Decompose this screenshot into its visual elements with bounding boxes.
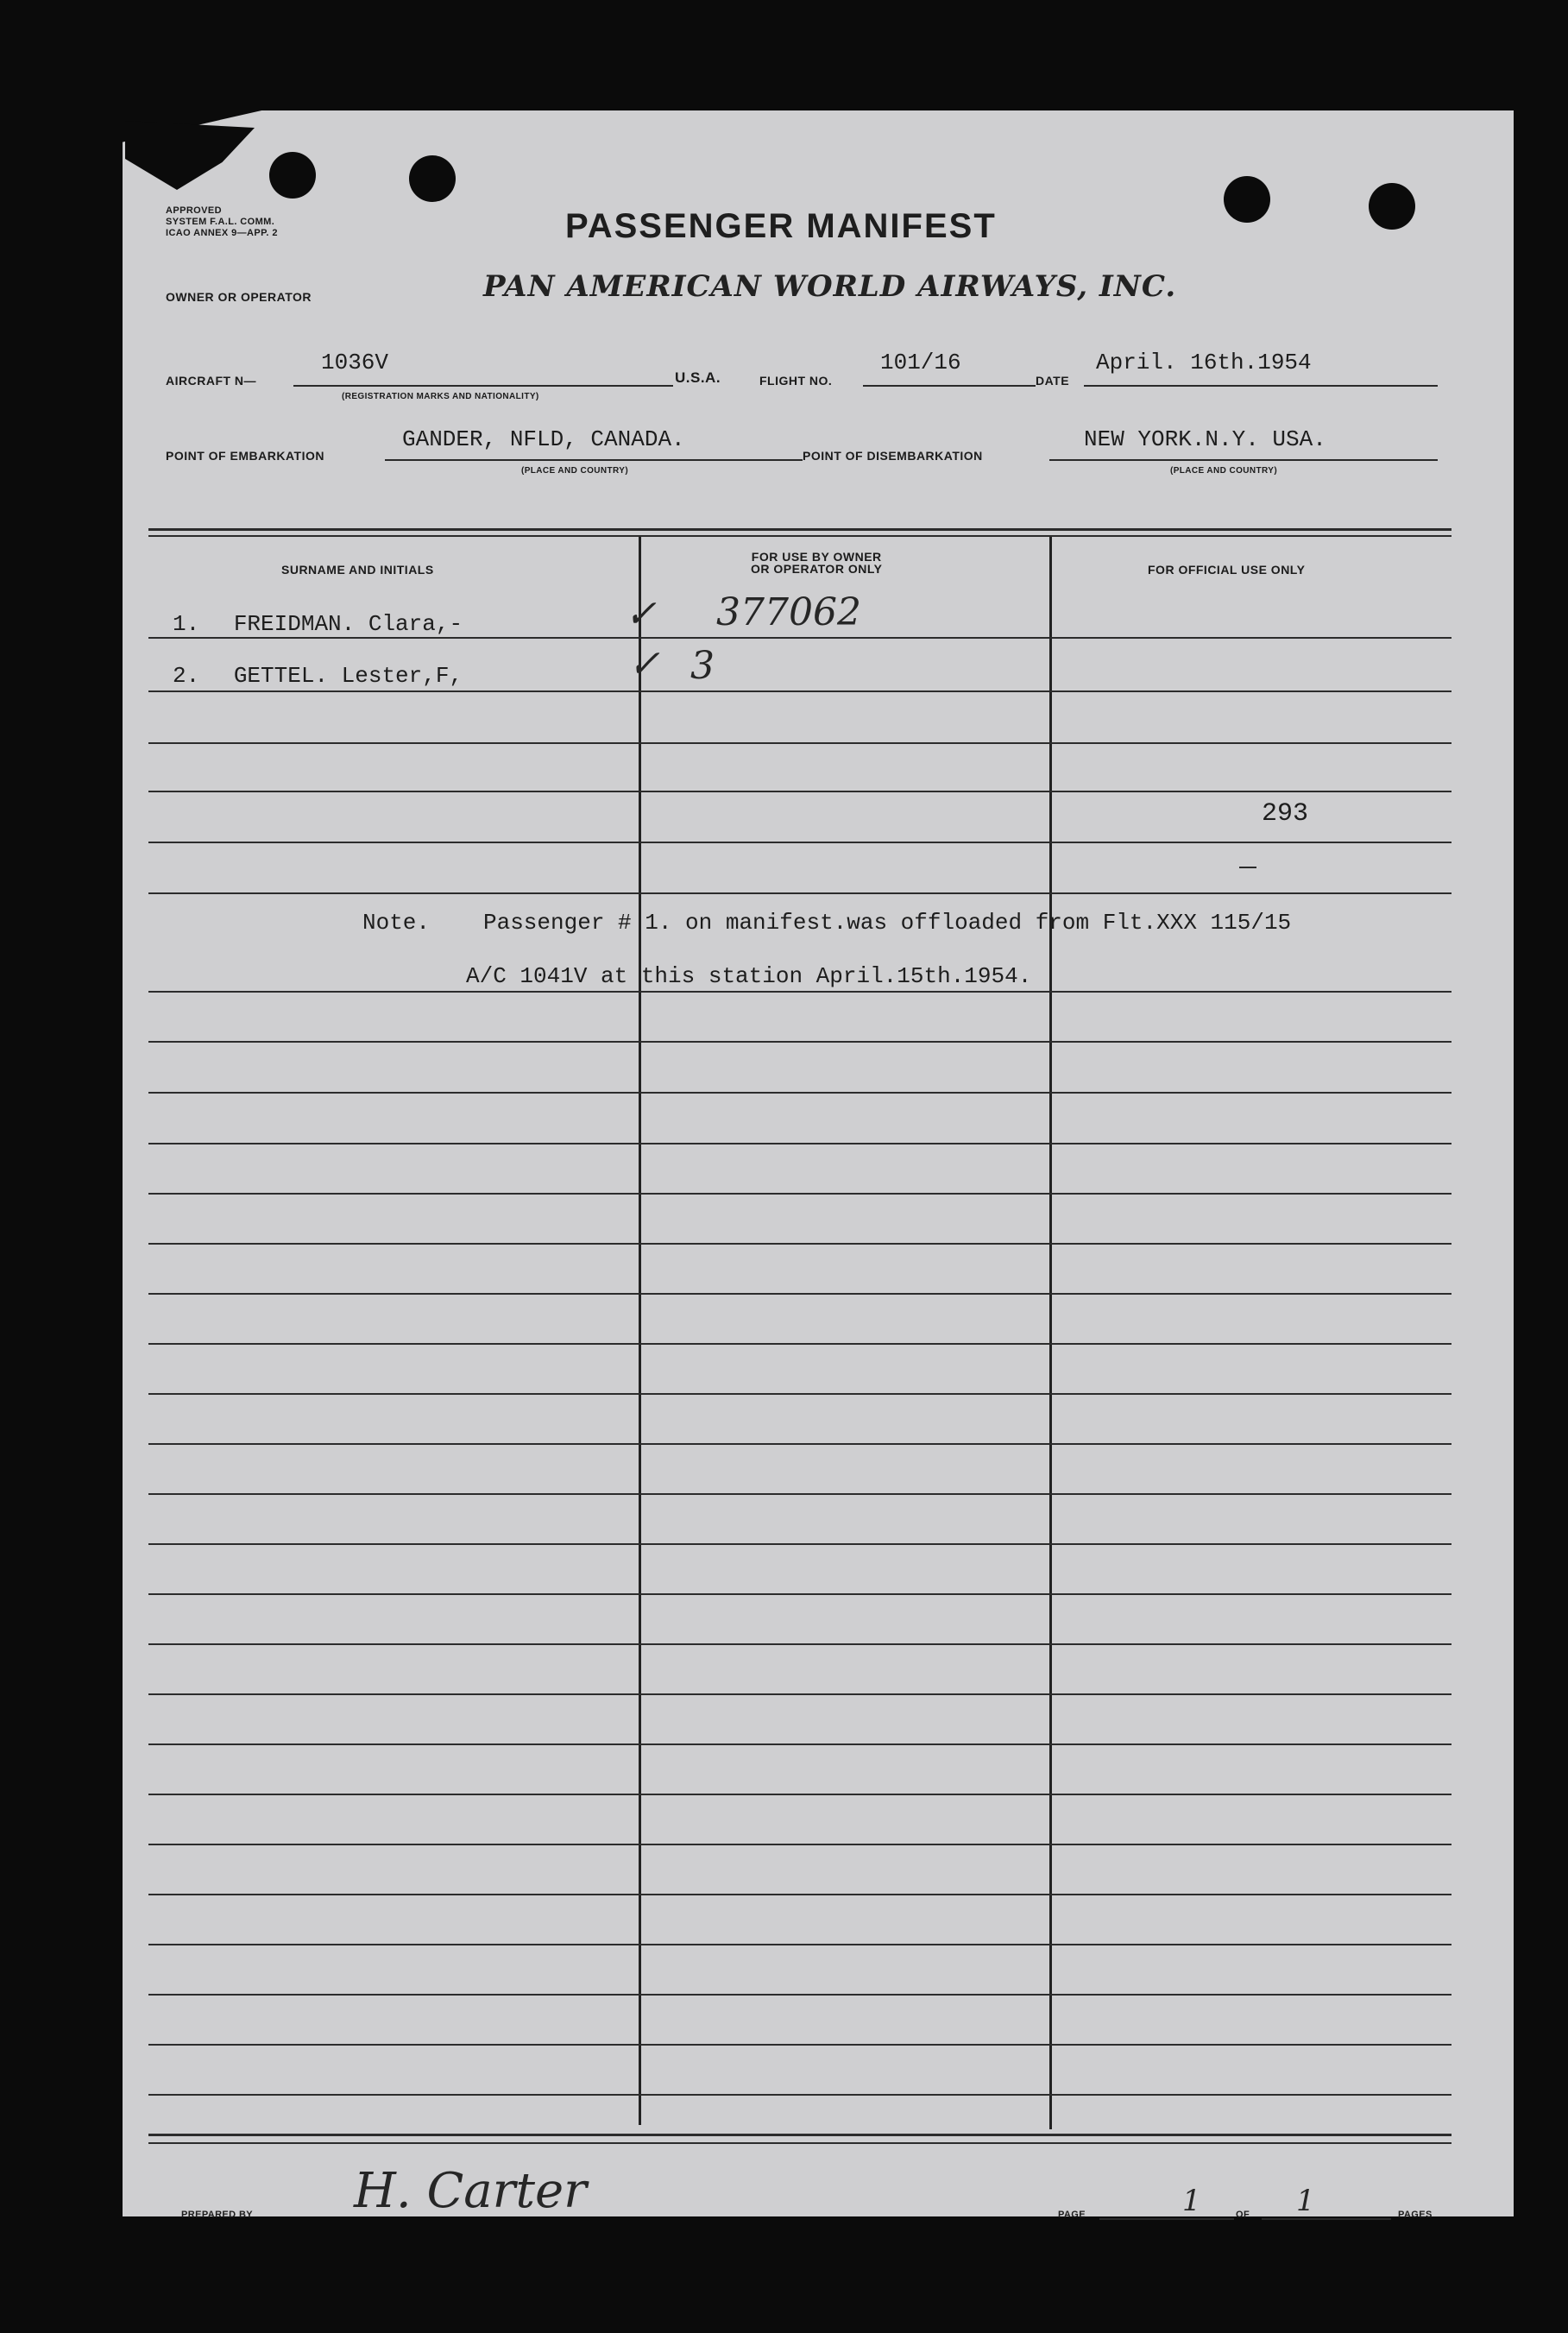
- embark-label: POINT OF EMBARKATION: [166, 449, 324, 463]
- column-divider: [639, 537, 641, 2125]
- passenger-number: 1.: [173, 611, 200, 637]
- approval-line: APPROVED: [166, 205, 222, 216]
- punch-hole: [1224, 176, 1270, 223]
- place-caption: (PLACE AND COUNTRY): [1170, 466, 1278, 476]
- page-label: PAGE: [1058, 2210, 1086, 2220]
- pages-label: PAGES: [1398, 2210, 1433, 2220]
- page-title: PASSENGER MANIFEST: [565, 207, 997, 245]
- total-pages: 1: [1296, 2184, 1315, 2218]
- date-value: April. 16th.1954: [1096, 350, 1312, 375]
- approval-line: ICAO ANNEX 9—APP. 2: [166, 228, 278, 238]
- check-mark: ✓: [625, 592, 657, 636]
- aircraft-value: 1036V: [321, 350, 389, 375]
- column-header-official: FOR OFFICIAL USE ONLY: [1148, 563, 1306, 577]
- flight-label: FLIGHT NO.: [759, 374, 833, 388]
- aircraft-label: AIRCRAFT N—: [166, 374, 257, 388]
- punch-hole: [409, 155, 456, 202]
- punch-hole: [269, 152, 316, 199]
- official-number: 293: [1262, 799, 1309, 829]
- column-divider: [1049, 537, 1052, 2129]
- passenger-name: GETTEL. Lester,F,: [233, 663, 463, 689]
- airline-name: PAN AMERICAN WORLD AIRWAYS, INC.: [483, 269, 1177, 304]
- owner-note: 3: [690, 644, 715, 688]
- passenger-row: [173, 611, 463, 637]
- passenger-row: [173, 663, 463, 689]
- owner-note: 377062: [716, 590, 861, 634]
- of-label: OF: [1236, 2210, 1250, 2220]
- owner-label: OWNER OR OPERATOR: [166, 290, 312, 304]
- prepared-label: PREPARED BY: [181, 2210, 254, 2220]
- note-line: Passenger # 1. on manifest.was offloaded from Flt.XXX 115/15: [483, 910, 1292, 936]
- place-caption: (PLACE AND COUNTRY): [521, 466, 629, 476]
- disembark-value: NEW YORK.N.Y. USA.: [1084, 426, 1326, 452]
- approval-block: [166, 205, 278, 239]
- disembark-label: POINT OF DISEMBARKATION: [803, 449, 983, 463]
- registration-caption: (REGISTRATION MARKS AND NATIONALITY): [342, 392, 539, 401]
- usa-label: U.S.A.: [675, 369, 721, 386]
- note-label: Note.: [362, 910, 431, 936]
- page-number: 1: [1182, 2184, 1201, 2218]
- date-label: DATE: [1036, 374, 1070, 388]
- passenger-name: FREIDMAN. Clara,-: [233, 611, 463, 637]
- embark-value: GANDER, NFLD, CANADA.: [402, 426, 685, 452]
- punch-hole: [1369, 183, 1415, 230]
- flight-value: 101/16: [880, 350, 961, 375]
- column-header-surname: SURNAME AND INITIALS: [281, 563, 434, 577]
- signature: H. Carter: [354, 2163, 587, 2219]
- note-line: A/C 1041V at this station April.15th.1954.: [466, 963, 1032, 989]
- column-header-owner: FOR USE BY OWNER OR OPERATOR ONLY: [751, 550, 883, 576]
- approval-line: SYSTEM F.A.L. COMM.: [166, 217, 275, 227]
- check-mark: ✓: [628, 642, 660, 686]
- passenger-number: 2.: [173, 663, 200, 689]
